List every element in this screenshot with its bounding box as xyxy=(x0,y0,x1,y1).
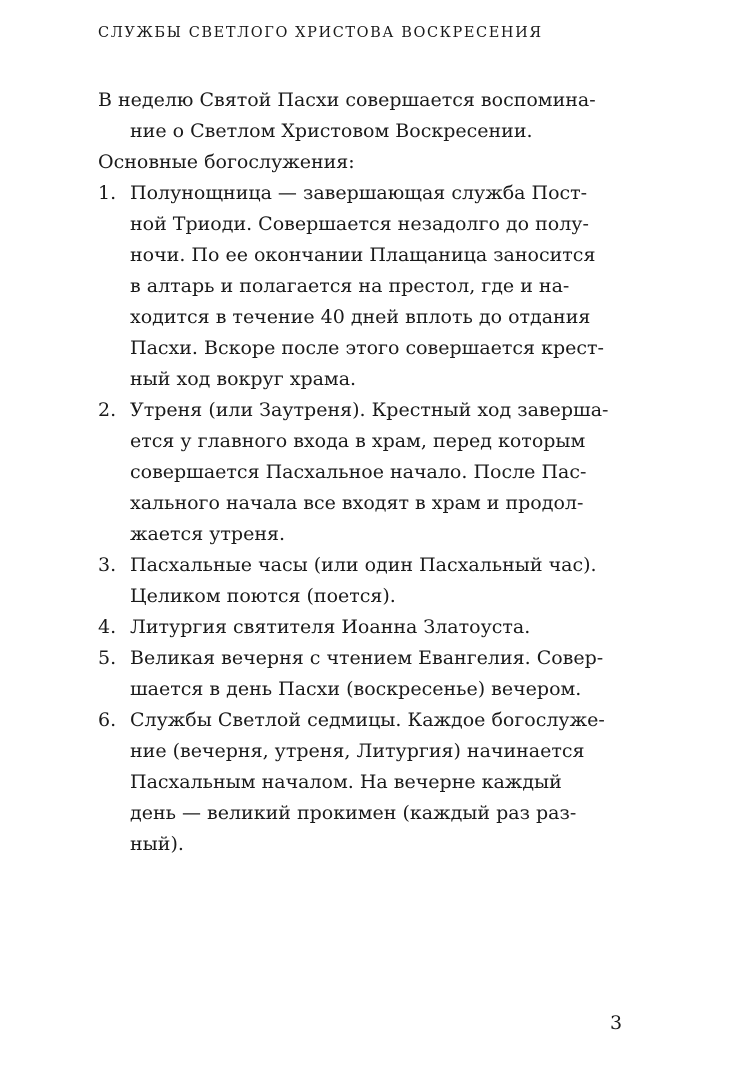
intro-paragraph xyxy=(98,85,628,178)
list-item-line: ходится в течение 40 дней вплоть до отдания xyxy=(130,306,591,328)
list-item-line: Службы Светлой седмицы. Каждое богослуже- xyxy=(130,709,605,731)
intro-line: В неделю Святой Пасхи совершается воспомина- xyxy=(98,89,596,111)
list-item-line: ется у главного входа в храм, перед которым xyxy=(130,430,586,452)
list-item xyxy=(98,612,628,643)
list-item-line: Пасхальным началом. На вечерне каждый xyxy=(130,771,562,793)
page-body xyxy=(98,85,628,860)
list-item-number: 3. xyxy=(98,554,117,576)
page-number: 3 xyxy=(610,1012,623,1034)
list-item-number: 4. xyxy=(98,616,117,638)
list-item-line: Пасхальные часы (или один Пасхальный час). xyxy=(130,554,597,576)
list-item-line: в алтарь и полагается на престол, где и на- xyxy=(130,275,570,297)
list-item-line: ный ход вокруг храма. xyxy=(130,368,357,390)
list-item-line: ние (вечерня, утреня, Литургия) начинается xyxy=(130,740,585,762)
intro-line: Основные богослужения: xyxy=(98,151,355,173)
list-item-line: день — великий прокимен (каждый раз раз- xyxy=(130,802,577,824)
list-item-number: 1. xyxy=(98,182,117,204)
list-item xyxy=(98,705,628,860)
list-item-number: 2. xyxy=(98,399,117,421)
list-item-line: хального начала все входят в храм и продол- xyxy=(130,492,584,514)
list-item-number: 5. xyxy=(98,647,117,669)
list-item-line: шается в день Пасхи (воскресенье) вечером. xyxy=(130,678,582,700)
running-head: СЛУЖБЫ СВЕТЛОГО ХРИСТОВА ВОСКРЕСЕНИЯ xyxy=(98,25,543,41)
list-item-line: Великая вечерня с чтением Евангелия. Совер- xyxy=(130,647,604,669)
list-item xyxy=(98,550,628,612)
list-item-number: 6. xyxy=(98,709,117,731)
list-item xyxy=(98,178,628,395)
list-item xyxy=(98,643,628,705)
list-item-line: ный). xyxy=(130,833,184,855)
services-list xyxy=(98,178,628,860)
list-item xyxy=(98,395,628,550)
list-item-line: Утреня (или Заутреня). Крестный ход заверша- xyxy=(130,399,609,421)
list-item-line: совершается Пасхальное начало. После Пас- xyxy=(130,461,587,483)
intro-line: ние о Светлом Христовом Воскресении. xyxy=(130,120,533,142)
list-item-line: Полунощница — завершающая служба Пост- xyxy=(130,182,588,204)
list-item-line: Целиком поются (поется). xyxy=(130,585,396,607)
list-item-line: Литургия святителя Иоанна Златоуста. xyxy=(130,616,531,638)
list-item-line: ночи. По ее окончании Плащаница заносится xyxy=(130,244,596,266)
list-item-line: Пасхи. Вскоре после этого совершается крест- xyxy=(130,337,604,359)
list-item-line: ной Триоди. Совершается незадолго до полу- xyxy=(130,213,589,235)
list-item-line: жается утреня. xyxy=(130,523,286,545)
